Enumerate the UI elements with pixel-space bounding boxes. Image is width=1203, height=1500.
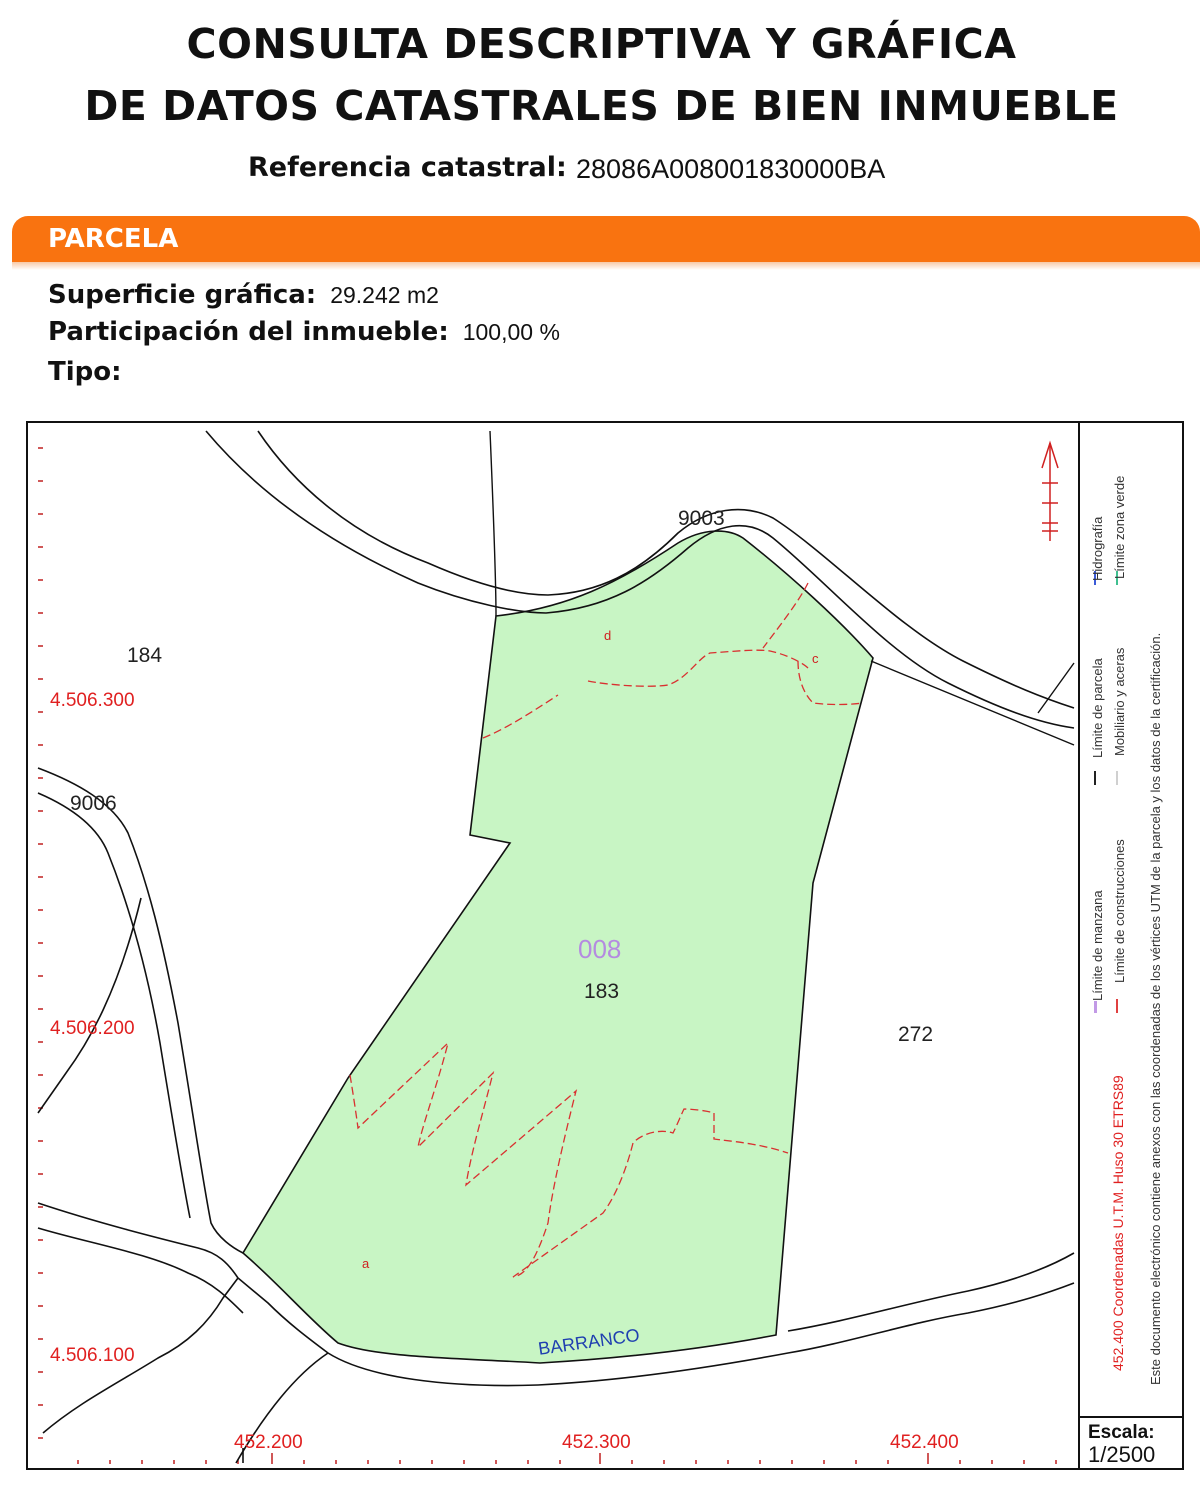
polygon-label: 008 xyxy=(578,934,622,964)
road-label: 9006 xyxy=(70,792,117,815)
easting-label: 452.200 xyxy=(234,1432,303,1453)
coords-note: 452.400 Coordenadas U.T.M. Huso 30 ETRS89 xyxy=(1110,1075,1126,1371)
cadastral-reference-label: Referencia catastral: xyxy=(248,152,567,183)
easting-label: 452.300 xyxy=(562,1432,631,1453)
scale-value: 1/2500 xyxy=(1088,1442,1156,1467)
parcel-number-label: 272 xyxy=(898,1023,934,1046)
subparcel-label: d xyxy=(604,628,612,643)
legend-item: Límite de manzana xyxy=(1090,890,1105,1001)
legend-divider xyxy=(1078,423,1080,1468)
road-label: 9003 xyxy=(678,507,725,530)
surface-row xyxy=(48,280,439,310)
map-canvas[interactable] xyxy=(28,423,1078,1468)
section-title: PARCELA xyxy=(48,224,179,254)
northing-label: 4.506.300 xyxy=(50,690,135,711)
subparcel-label: c xyxy=(812,651,819,666)
bottom-tick-marks xyxy=(78,1453,1056,1464)
water-label: BARRANCO xyxy=(536,1324,641,1359)
cadastral-reference-value: 28086A008001830000BA xyxy=(576,154,886,184)
type-label: Tipo: xyxy=(48,357,122,387)
easting-label: 452.400 xyxy=(890,1432,959,1453)
cadastral-reference xyxy=(248,152,886,184)
scale-box xyxy=(1080,1416,1184,1468)
northing-label: 4.506.200 xyxy=(50,1018,135,1039)
subparcel-label: a xyxy=(362,1256,370,1271)
left-tick-marks xyxy=(38,448,43,1438)
legend-swatch-parcela xyxy=(1094,771,1096,785)
legend-item: Límite zona verde xyxy=(1112,475,1127,579)
parcel-183-polygon[interactable] xyxy=(243,531,873,1363)
document-note: Este documento electrónico contiene anexos con las coordenadas de los vértices UTM de la parcela y los datos de la certificación. xyxy=(1148,632,1163,1385)
section-header-parcela xyxy=(12,216,1200,262)
legend-item: Límite de construcciones xyxy=(1112,839,1127,983)
participation-label: Participación del inmueble: xyxy=(48,317,449,347)
legend-swatch-manzana xyxy=(1094,1001,1097,1013)
cadastral-map[interactable] xyxy=(26,421,1184,1470)
participation-row xyxy=(48,317,560,347)
legend-swatch-mobiliario xyxy=(1116,771,1118,785)
surface-label: Superficie gráfica: xyxy=(48,280,317,310)
type-row xyxy=(48,357,122,387)
participation-value: 100,00 % xyxy=(462,319,560,345)
parcel-number-label: 184 xyxy=(127,644,163,667)
legend-item: Mobiliario y aceras xyxy=(1112,647,1127,756)
legend-item: Límite de parcela xyxy=(1090,658,1105,758)
parcel-number-label: 183 xyxy=(584,980,620,1003)
scale-label: Escala: xyxy=(1088,1422,1155,1443)
document-title-line2: DE DATOS CATASTRALES DE BIEN INMUEBLE xyxy=(84,82,1119,130)
north-arrow-icon xyxy=(1042,443,1058,541)
northing-label: 4.506.100 xyxy=(50,1345,135,1366)
document-title-line1: CONSULTA DESCRIPTIVA Y GRÁFICA xyxy=(186,20,1017,68)
legend-swatch-construcciones xyxy=(1116,999,1118,1013)
surface-value: 29.242 m2 xyxy=(330,282,439,308)
legend-item: Hidrografía xyxy=(1090,516,1105,581)
